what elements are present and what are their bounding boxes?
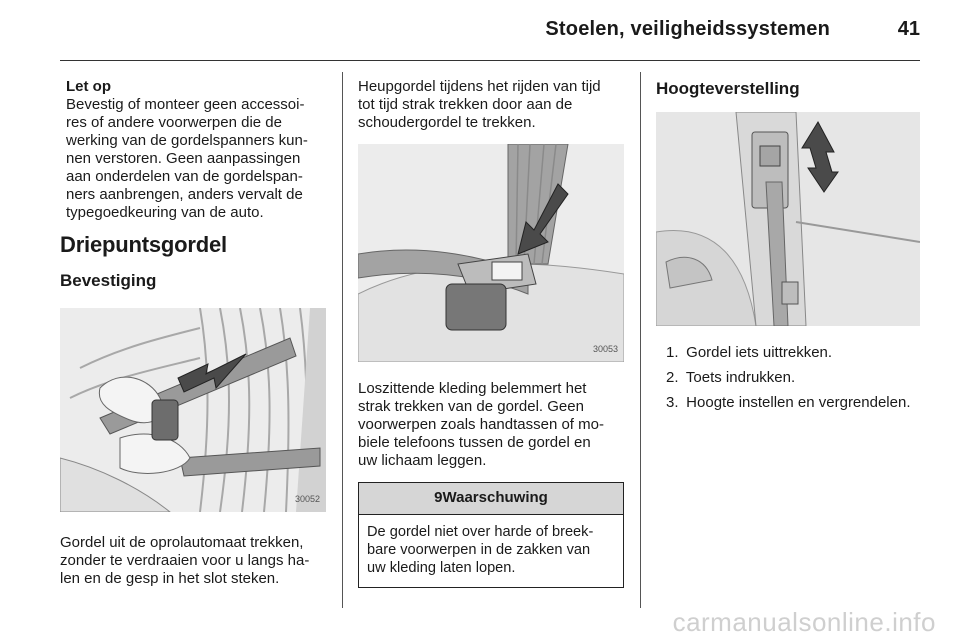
column-3	[656, 78, 926, 419]
list-item: 2. Toets indrukken.	[666, 369, 796, 386]
column-1	[60, 78, 326, 588]
section-title-hoogteverstelling: Hoogteverstelling	[656, 79, 800, 98]
body-text-bevestiging: Gordel uit de oprolautomaat trekken, zonder te verdraaien voor u langs ha- len en de gesp in het slot steken.	[60, 534, 310, 587]
column-divider-1	[342, 72, 343, 608]
body-text-kleding: Loszittende kleding belemmert het strak trekken van de gordel. Geen voorwerpen zoals handtassen of mo- biele telefoons tussen de gordel en uw lichaam leggen.	[358, 380, 604, 469]
intro-text-heupgordel: Heupgordel tijdens het rijden van tijd tot tijd strak trekken door aan de schoudergordel te trekken.	[358, 78, 601, 131]
warning-text: De gordel niet over harde of breek- bare voorwerpen in de zakken van uw kleding laten lopen.	[367, 524, 594, 576]
column-divider-2	[640, 72, 641, 608]
illustration-buckling-belt	[60, 308, 326, 512]
note-text: Bevestig of monteer geen accessoi- res of andere voorwerpen die de werking van de gordelspanners kun- nen verstoren. Geen aanpassingen aan onderdelen van de gordelspan- ners aanbrengen, anders vervalt de typegoedkeuring van de auto.	[66, 96, 308, 221]
steps-list	[656, 344, 926, 412]
note-title: Let op	[66, 78, 111, 95]
illustration-code: 30052	[294, 494, 320, 504]
illustration-height-adjust	[656, 112, 920, 326]
subsection-title-bevestiging: Bevestiging	[60, 271, 157, 290]
warning-title: Waarschuwing	[442, 489, 548, 506]
belt-tighten-drawing	[358, 144, 624, 362]
warning-triangle-icon: 9	[434, 489, 443, 506]
header-rule	[60, 60, 920, 61]
warning-header	[359, 483, 623, 515]
list-item: 3. Hoogte instellen en vergrendelen.	[666, 394, 911, 411]
watermark: carmanualsonline.info	[672, 607, 936, 637]
list-item: 1. Gordel iets uittrekken.	[666, 344, 833, 361]
height-adjust-drawing	[656, 112, 920, 326]
page-header-title: Stoelen, veiligheidssystemen	[545, 18, 830, 40]
page-number: 41	[897, 18, 920, 40]
section-title-driepuntsgordel: Driepuntsgordel	[60, 232, 227, 257]
illustration-belt-tighten	[358, 144, 624, 362]
column-2	[358, 78, 624, 588]
note-block	[66, 78, 326, 222]
buckling-belt-drawing	[60, 308, 326, 512]
illustration-code-2: 30053	[592, 344, 618, 354]
warning-box	[358, 482, 624, 588]
